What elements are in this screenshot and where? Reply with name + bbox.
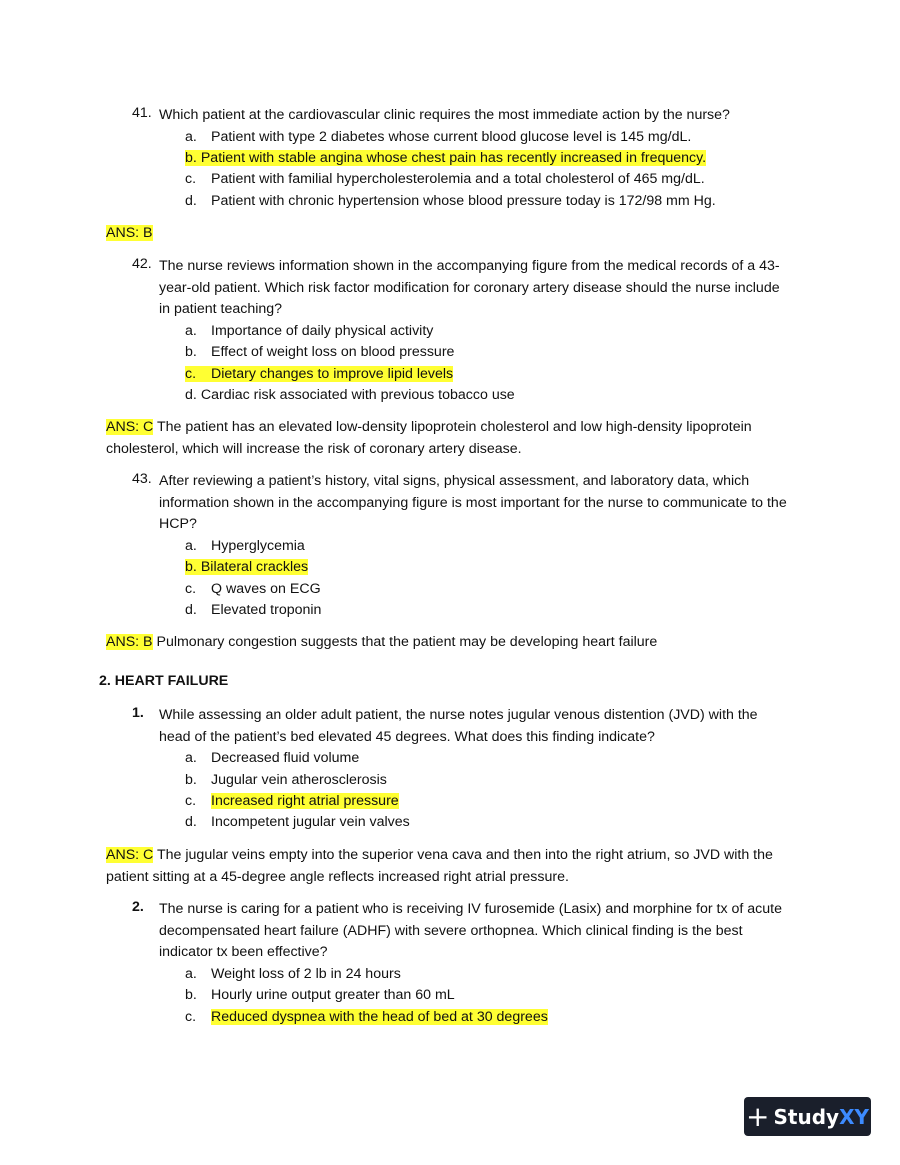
question-hf-1 (132, 705, 792, 834)
studyxy-logo (744, 1097, 871, 1136)
question-number: 41. (132, 105, 152, 121)
option-b: b. Patient with stable angina whose chest pain has recently increased in frequency. (185, 150, 707, 166)
question-number: 42. (132, 256, 152, 272)
option-b: b. Jugular vein atherosclerosis (185, 771, 387, 788)
question-42 (132, 256, 792, 406)
option-c: c. Patient with familial hypercholesterolemia and a total cholesterol of 465 mg/dL. (185, 171, 705, 188)
option-list (185, 536, 792, 622)
answer-label: ANS: C (106, 419, 154, 435)
answer-label: ANS: C (106, 847, 154, 863)
option-d: d. Elevated troponin (185, 602, 322, 618)
option-a: a. Importance of daily physical activity (185, 322, 434, 339)
question-number: 1. (132, 705, 144, 721)
question-stem: The nurse reviews information shown in the accompanying figure from the medical records of a 43-year-old patient. Which risk factor modification for coronary artery disease should the nurse include in patient teaching? (159, 258, 780, 318)
question-number: 43. (132, 471, 152, 487)
option-list (185, 748, 792, 834)
answer-rationale: Pulmonary congestion suggests that the patient may be developing heart failure (156, 634, 658, 650)
option-list (185, 964, 792, 1028)
option-c: c. Reduced dyspnea with the head of bed at 30 degrees (185, 1008, 548, 1025)
option-d: d. Cardiac risk associated with previous tobacco use (185, 387, 515, 403)
option-d: d. Patient with chronic hypertension whose blood pressure today is 172/98 mm Hg. (185, 192, 716, 209)
answer-41 (106, 223, 796, 245)
option-a: a. Weight loss of 2 lb in 24 hours (185, 965, 401, 982)
answer-hf-1 (106, 845, 796, 888)
section-heading: 2. HEART FAILURE (99, 673, 229, 689)
question-number: 2. (132, 899, 144, 915)
answer-label: ANS: B (106, 634, 153, 650)
question-stem: After reviewing a patient’s history, vital signs, physical assessment, and laboratory data, which information shown in the accompanying figure is most important for the nurse to communicate to the HCP? (159, 473, 787, 533)
question-stem: Which patient at the cardiovascular clinic requires the most immediate action by the nurse? (159, 107, 730, 123)
plus-icon: + (746, 1099, 770, 1133)
option-c: c. Dietary changes to improve lipid levels (185, 365, 454, 382)
answer-rationale: The jugular veins empty into the superior vena cava and then into the right atrium, so JVD with the patient sitting at a 45-degree angle reflects increased right atrial pressure. (106, 847, 773, 885)
option-a: a. Decreased fluid volume (185, 750, 360, 767)
option-b: b. Hourly urine output greater than 60 mL (185, 987, 455, 1004)
question-stem: The nurse is caring for a patient who is receiving IV furosemide (Lasix) and morphine for tx of acute decompensated heart failure (ADHF) with severe orthopnea. Which clinical finding is the best indicator tx been effective? (159, 901, 782, 961)
answer-43 (106, 632, 796, 654)
option-a: a. Hyperglycemia (185, 537, 305, 554)
option-b: b. Effect of weight loss on blood pressure (185, 344, 455, 361)
logo-text: StudyXY (773, 1104, 869, 1129)
option-a: a. Patient with type 2 diabetes whose current blood glucose level is 145 mg/dL. (185, 128, 692, 145)
option-list (185, 127, 792, 213)
question-41 (132, 105, 792, 212)
question-43 (132, 471, 792, 621)
answer-42 (106, 417, 796, 460)
answer-label: ANS: B (106, 225, 153, 241)
option-c: c. Increased right atrial pressure (185, 793, 399, 809)
question-hf-2 (132, 899, 792, 1028)
question-stem: While assessing an older adult patient, the nurse notes jugular venous distention (JVD) with the head of the patient’s bed elevated 45 degrees. What does this finding indicate? (159, 707, 758, 745)
answer-rationale: The patient has an elevated low-density lipoprotein cholesterol and low high-density lipoprotein cholesterol, which will increase the risk of coronary artery disease. (106, 419, 752, 457)
option-d: d. Incompetent jugular vein valves (185, 814, 410, 831)
option-c: c. Q waves on ECG (185, 580, 321, 597)
option-b: b. Bilateral crackles (185, 559, 309, 576)
option-list (185, 321, 792, 407)
